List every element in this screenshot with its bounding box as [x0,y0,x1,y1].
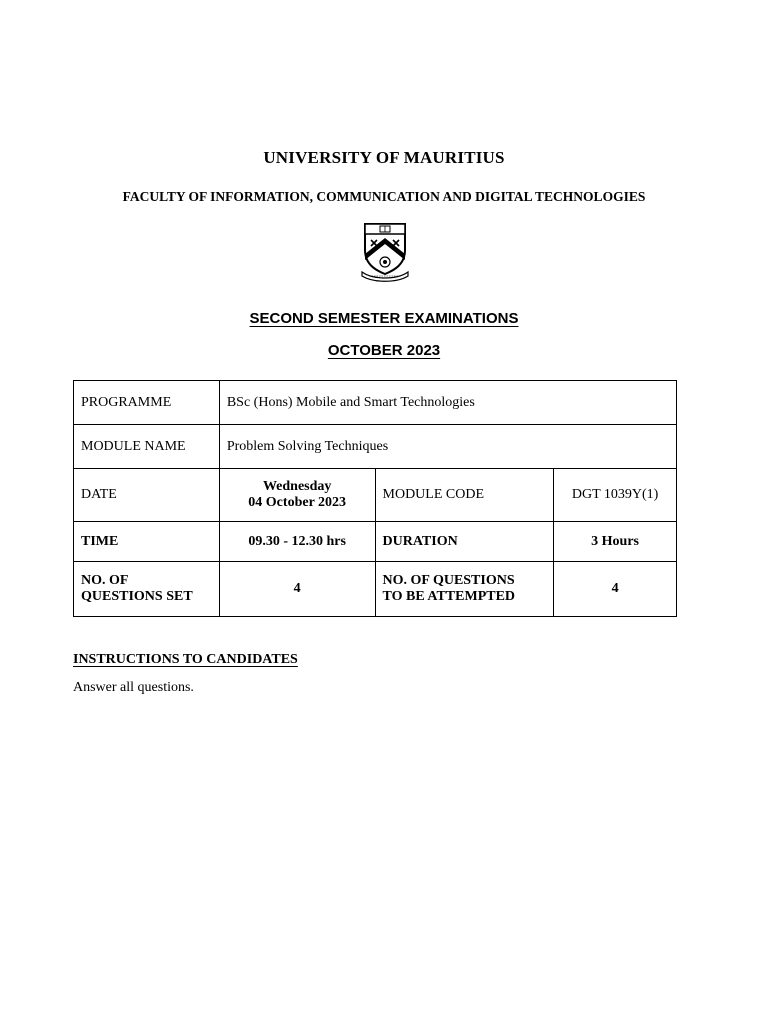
date-label: DATE [74,469,220,522]
date-value-cell [219,469,375,522]
questions-set-value: 4 [219,562,375,617]
instructions-text: Answer all questions. [73,680,194,695]
university-name: UNIVERSITY OF MAURITIUS [263,148,505,167]
questions-attempted-label-line1: NO. OF QUESTIONS [382,573,515,588]
programme-label: PROGRAMME [74,381,220,425]
questions-attempted-value: 4 [554,562,677,617]
exam-month-text: OCTOBER 2023 [327,342,441,359]
instructions-heading [73,652,298,668]
date-day: Wednesday [262,479,332,494]
date-value: 04 October 2023 [248,495,347,510]
questions-set-label-line1: NO. OF [81,573,129,588]
questions-set-label-line2: QUESTIONS SET [81,589,193,604]
time-label: TIME [74,522,220,562]
faculty-name: FACULTY OF INFORMATION, COMMUNICATION AND DIGITAL TECHNOLOGIES [122,189,646,204]
questions-attempted-label-line2: TO BE ATTEMPTED [382,589,516,604]
table-row [74,522,677,562]
time-value: 09.30 - 12.30 hrs [219,522,375,562]
duration-label: DURATION [375,522,554,562]
exam-info-table [73,380,677,617]
table-row [74,562,677,617]
exam-title-text: SECOND SEMESTER EXAMINATIONS [249,310,519,327]
exam-title [0,310,768,327]
exam-month [0,342,768,359]
module-code-label: MODULE CODE [375,469,554,522]
module-code-value: DGT 1039Y(1) [554,469,677,522]
table-row [74,469,677,522]
university-crest-icon [359,220,411,282]
module-name-label: MODULE NAME [74,425,220,469]
instructions-heading-text: INSTRUCTIONS TO CANDIDATES [73,652,298,667]
table-row [74,381,677,425]
questions-attempted-label-cell [375,562,554,617]
table-row [74,425,677,469]
programme-value: BSc (Hons) Mobile and Smart Technologies [219,381,676,425]
questions-set-label-cell [74,562,220,617]
module-name-value: Problem Solving Techniques [219,425,676,469]
duration-value: 3 Hours [554,522,677,562]
